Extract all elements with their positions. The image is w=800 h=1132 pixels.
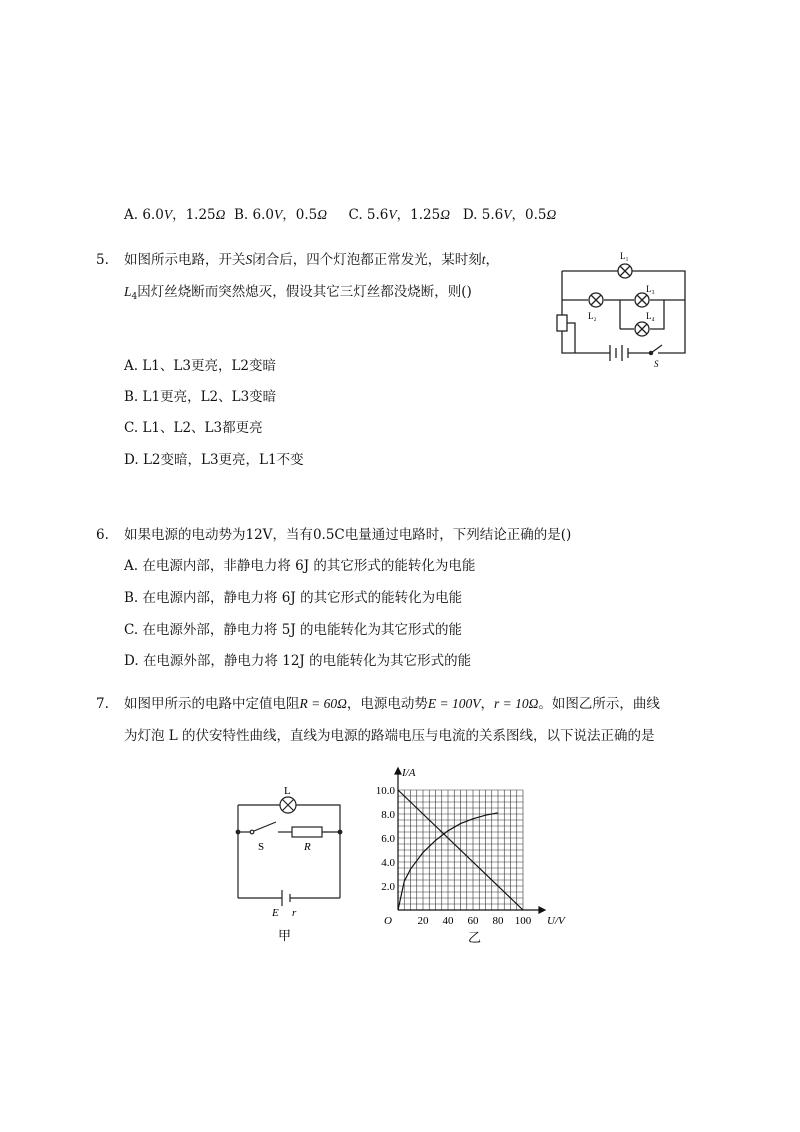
q7-yi-caption: 乙: [468, 930, 482, 945]
q7-stem-line1: 如图甲所示的电路中定值电阻R = 60Ω，电源电动势E = 100V，r = 10Ω。如图乙所示，曲线: [124, 696, 660, 712]
q7-jia-caption: 甲: [278, 928, 292, 943]
q6-number: 6.: [96, 527, 109, 543]
q4-option-c: C. 5.6V，1.25Ω: [348, 207, 450, 223]
x-tick-label: 80: [492, 915, 504, 927]
q5-number: 5.: [96, 252, 109, 268]
y-tick-label: 2.0: [381, 881, 395, 893]
q7-jia-resistor-label: R: [304, 841, 311, 853]
x-tick-label: 100: [514, 915, 532, 927]
q4-options: [124, 205, 556, 225]
q6-option-d: D. 在电源外部，静电力将 12J 的电能转化为其它形式的能: [124, 653, 472, 669]
q4-option-d: D. 5.6V，0.5Ω: [462, 207, 557, 223]
q6-option-a: A. 在电源内部，非静电力将 6J 的其它形式的能转化为电能: [124, 558, 476, 574]
chart-yarrow: [395, 768, 401, 774]
q6-stem: 如果电源的电动势为12V，当有0.5C电量通过电路时，下列结论正确的是(): [124, 527, 572, 543]
q7-jia-emf-label: E: [272, 907, 279, 919]
q5-stem-line2: $L_4$因灯丝烧断而突然熄灭，假设其它三灯丝都没烧断，则(): [124, 284, 472, 302]
q5-label-l1: L₁: [620, 251, 629, 261]
q7-chart-origin: O: [384, 915, 392, 927]
y-tick-label: 6.0: [381, 833, 395, 845]
q5-label-l2: L₂: [588, 311, 597, 321]
q6-option-b: B. 在电源内部，静电力将 6J 的其它形式的能转化为电能: [124, 590, 463, 606]
q4-option-a: A. 6.0V，1.25Ω: [124, 207, 226, 223]
q5-label-l3: L₃: [646, 284, 655, 294]
q5-option-a: A. L1、L3更亮，L2变暗: [124, 358, 277, 374]
q7-circuit-jia: [228, 780, 358, 945]
x-tick-label: 60: [467, 915, 479, 927]
q5-option-c: C. L1、L2、L3都更亮: [124, 420, 263, 436]
q7-chart-yi: [368, 765, 578, 945]
x-tick-label: 40: [442, 915, 454, 927]
y-tick-label: 10.0: [375, 785, 395, 797]
q6-option-c: C. 在电源外部，静电力将 5J 的电能转化为其它形式的能: [124, 622, 463, 638]
x-tick-label: 20: [417, 915, 429, 927]
q7-jia-switch-label: S: [258, 841, 265, 853]
q7-jia-lamp-label: L: [284, 785, 291, 797]
q5-option-d: D. L2变暗，L3更亮，L1不变: [124, 452, 304, 468]
q7-chart-ylabel: I/A: [402, 767, 416, 779]
q7-number: 7.: [96, 696, 109, 712]
q7-stem-line2: 为灯泡 L 的伏安特性曲线，直线为电源的路端电压与电流的关系图线，以下说法正确的是: [124, 728, 655, 744]
q5-stem-line1: 如图所示电路，开关S闭合后，四个灯泡都正常发光，某时刻t，: [124, 252, 500, 268]
y-tick-label: 4.0: [381, 857, 395, 869]
q5-label-s: S: [654, 359, 659, 369]
chart-xarrow: [539, 907, 545, 913]
y-tick-label: 8.0: [381, 809, 395, 821]
q5-label-l4: L₄: [646, 311, 655, 321]
q4-option-b: B. 6.0V，0.5Ω: [234, 207, 327, 223]
q7-jia-internal-label: r: [292, 907, 297, 919]
q7-chart-xlabel: U/V: [547, 915, 565, 927]
q5-circuit-diagram: [550, 245, 700, 370]
q5-option-b: B. L1更亮，L2、L3变暗: [124, 389, 277, 405]
